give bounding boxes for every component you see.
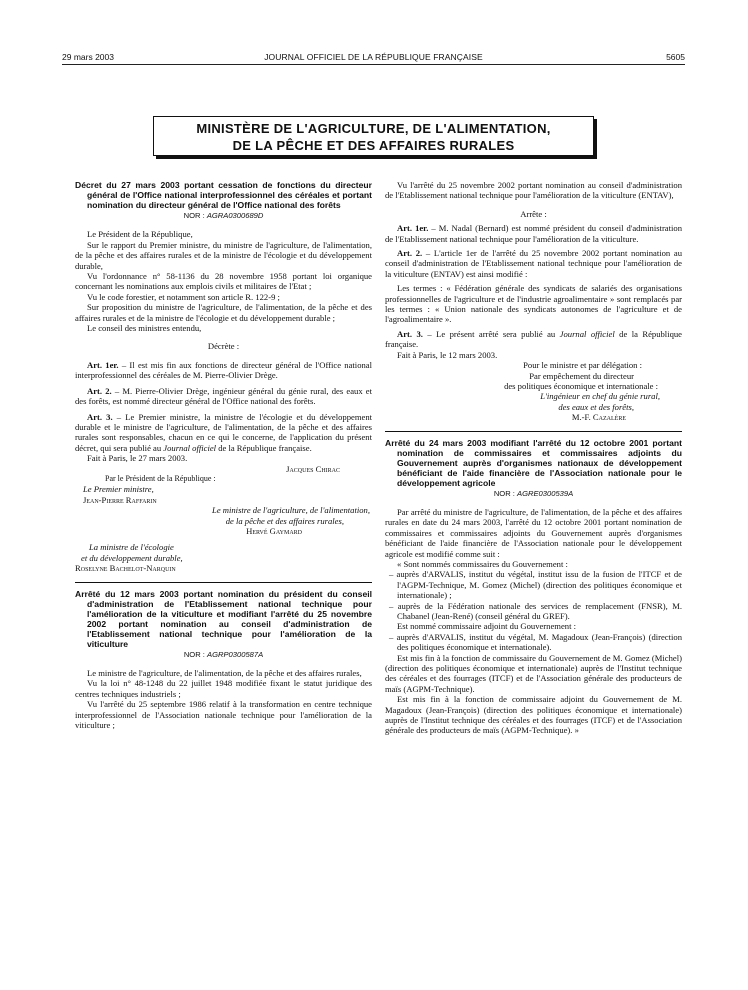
arrete2-fin-1: Est mis fin à la fonction de commissaire du Gouvernement de M. Gomez (Michel) (direction des politiques économique et internationale) auprès de l'Institut technique des céréales et des fourrages (ITCF) et de l'Association générale des producteurs de maïs (AGPM-Technique). xyxy=(385,652,682,694)
arrete1-title: Arrêté du 12 mars 2003 portant nomination du président du conseil d'administration de l'Etablissement national technique pour l'amélioration de la viticulture et modifiant l'arrêté du 25 novembre 2002 portant nomination au conseil d'administration de l'Etablissement national technique pour l'amélioration de la viticulture xyxy=(75,588,372,649)
arrete1-para-0: Le ministre de l'agriculture, de l'alimentation, de la pêche et des affaires rurales, xyxy=(87,668,362,678)
arrete1-nor-code: AGRP0300587A xyxy=(207,649,264,659)
arrete2-nor: NOR : AGRE0300539A xyxy=(493,488,574,498)
decret-para-0: Le Président de la République, xyxy=(87,229,193,240)
arrete1-fait: Fait à Paris, le 12 mars 2003. xyxy=(397,349,498,360)
header-rule xyxy=(62,64,685,65)
arrete2-item-1: – auprès d'ARVALIS, institut du végétal, institut issu de la fusion de l'ITCF et de l'AGPM-Technique, M. Gomez (Michel) (direction des politiques économique et internationale) ; xyxy=(389,569,682,601)
arrete2-fin-2: Est mis fin à la fonction de commissaire adjoint du Gouvernement de M. Magadoux (Jean-François) (direction des politiques économique et internationale) auprès de l'Institut technique des céréales et des fourrages (ITCF) et de l'Association générale des producteurs de maïs (AGPM-Technique). » xyxy=(385,694,682,736)
decret-min-agri-name: Hervé Gaymard xyxy=(246,525,302,536)
left-column xyxy=(75,180,372,730)
ministry-heading-line-1: MINISTÈRE DE L'AGRICULTURE, DE L'ALIMENTATION, xyxy=(196,121,551,136)
arrete2-intro: Par arrêté du ministre de l'agriculture, de l'alimentation, de la pêche et des affaires rurales en date du 24 mars 2003, l'arrêté du 12 octobre 2001 portant nomination de commissaires et commissaires adjoints du Gouvernement auprès d'organismes bénéficiant de l'aide financière de l'Association nationale pour le développement agricole est modifié comme suit : xyxy=(385,506,682,559)
decret-article-2: Art. 2. – M. Pierre-Olivier Drège, ingénieur général du génie rural, des eaux et des forêts, est nommé directeur général de l'Office national des forêts. xyxy=(75,385,373,407)
decret-signatory: Jacques Chirac xyxy=(286,463,340,474)
decret-nor: NOR : AGRA0300689D xyxy=(183,211,264,220)
right-column xyxy=(385,180,682,736)
arrete1-nor: NOR : AGRP0300587A xyxy=(183,649,264,659)
ministry-heading-line-2: DE LA PÊCHE ET DES AFFAIRES RURALES xyxy=(232,138,515,153)
page-number: 5605 xyxy=(666,52,685,62)
decret-para-1: Sur le rapport du Premier ministre, du ministre de l'agriculture, de l'alimentation, de la pêche et des affaires rurales et de la ministre de l'écologie et du développement durable, xyxy=(75,239,372,271)
section-separator-2 xyxy=(385,431,682,432)
decret-pm-title: Le Premier ministre, xyxy=(83,484,154,495)
decret-para-4: Sur proposition du ministre de l'agriculture, de l'alimentation, de la pêche et des affaires rurales et de la ministre de l'écologie et du développement durable ; xyxy=(75,302,372,323)
decret-pm-name: Jean-Pierre Raffarin xyxy=(83,494,157,505)
arrete2-item-2: – auprès de la Fédération nationale des services de remplacement (FNSR), M. Chabanel (Jean-René) (conseil général du GREF). xyxy=(389,600,682,621)
arrete1-article-1: Art. 1er. – M. Nadal (Bernard) est nommé président du conseil d'administration de l'Etablissement national technique pour l'amélioration de la viticulture. xyxy=(385,223,682,244)
arrete1-sig-5: des eaux et des forêts, xyxy=(558,401,634,412)
ministry-heading-box xyxy=(153,116,594,156)
decret-fait: Fait à Paris, le 27 mars 2003. xyxy=(87,453,188,464)
journal-name: JOURNAL OFFICIEL DE LA RÉPUBLIQUE FRANÇAISE xyxy=(264,52,483,62)
arrete2-title: Arrêté du 24 mars 2003 modifiant l'arrêté du 12 octobre 2001 portant nomination de commissaires et commissaires adjoints du Gouvernement auprès d'organismes nationaux de développement bénéficiant de l'aide financière de l'Association nationale pour le développement agricole xyxy=(385,437,682,488)
arrete1-sig-3: des politiques économique et internationale : xyxy=(504,380,658,391)
arrete1-sig-1: Pour le ministre et par délégation : xyxy=(523,360,642,371)
decret-para-2: Vu l'ordonnance n° 58-1136 du 28 novembre 1958 portant loi organique concernant les nominations aux emplois civils et militaires de l'Etat ; xyxy=(75,271,372,292)
issue-date: 29 mars 2003 xyxy=(62,52,114,62)
decret-para-5: Le conseil des ministres entendu, xyxy=(87,323,202,334)
decret-article-3: Art. 3. – Le Premier ministre, la ministre de l'écologie et du développement durable et le ministre de l'agriculture, de l'alimentation, de la pêche et des affaires rurales sont responsables, chacun en ce qui le concerne, de l'application du présent décret, qui sera publié au Journal officiel de la République française. xyxy=(75,411,373,453)
decret-min-agri-title-1: Le ministre de l'agriculture, de l'alimentation, xyxy=(212,505,370,516)
arrete1-termes: Les termes : « Fédération générale des syndicats de salariés des organisations professionnelles de l'agriculture et de l'industrie agroalimentaire » sont remplacés par les termes : « Union nationale des syndicats autonomes de l'agriculture et de l'agroalimentaire ». xyxy=(385,283,682,325)
decret-min-eco-name: Roselyne Bachelot-Narquin xyxy=(75,563,176,574)
arrete1-para-1: Vu la loi n° 48-1248 du 22 juillet 1948 modifiée fixant le statut juridique des centres techniques industriels ; xyxy=(75,678,372,699)
decret-para-3: Vu le code forestier, et notamment son article R. 122-9 ; xyxy=(87,291,280,302)
decret-article-1: Art. 1er. – Il est mis fin aux fonctions de directeur général de l'Office national interprofessionnel des céréales de M. Pierre-Olivier Drège. xyxy=(75,359,372,381)
arrete2-item-3: – auprès d'ARVALIS, institut du végétal, M. Magadoux (Jean-François) (direction des politiques économique et internationale). xyxy=(389,631,682,653)
decret-title: Décret du 27 mars 2003 portant cessation de fonctions du directeur général de l'Office national interprofessionnel des céréales et portant nomination du directeur général de l'Office national des forêts xyxy=(75,180,372,210)
decret-min-eco-title-1: La ministre de l'écologie xyxy=(89,542,174,553)
arrete2-est-nomme: Est nommé commissaire adjoint du Gouvernement : xyxy=(397,621,577,632)
decret-min-agri-title-2: de la pêche et des affaires rurales, xyxy=(225,515,344,526)
decret-nor-code: AGRA0300689D xyxy=(206,211,264,220)
arrete2-nor-code: AGRE0300539A xyxy=(517,488,574,498)
arrete1-article-3: Art. 3. – Le présent arrêté sera publié au Journal officiel de la République française. xyxy=(385,328,682,350)
section-separator-1 xyxy=(75,582,372,583)
arrete1-sig-4: L'ingénieur en chef du génie rural, xyxy=(540,391,660,402)
running-head xyxy=(62,52,685,64)
arrete1-article-2: Art. 2. – L'article 1er de l'arrêté du 25 novembre 2002 portant nomination au conseil d'administration de l'Etablissement national technique pour l'amélioration de la viticulture (ENTAV) est ainsi modifié : xyxy=(385,248,682,279)
arrete1-arrete: Arrête : xyxy=(520,208,547,219)
decret-decrete: Décrète : xyxy=(207,341,240,352)
arrete2-sont-nommes: « Sont nommés commissaires du Gouvernement : xyxy=(397,558,568,569)
arrete1-para-2: Vu l'arrêté du 25 septembre 1986 relatif à la transformation en centre technique interprofessionnel de l'Association nationale technique pour l'amélioration de la viticulture ; xyxy=(75,699,372,731)
arrete1-sig-6: M.-F. Cazalère xyxy=(571,412,626,423)
arrete1-vu-arrete: Vu l'arrêté du 25 novembre 2002 portant nomination au conseil d'administration de l'Etablissement national technique pour l'amélioration de la viticulture (ENTAV), xyxy=(385,180,682,201)
decret-par-president: Par le Président de la République : xyxy=(105,473,216,483)
arrete1-sig-2: Par empêchement du directeur xyxy=(529,370,634,381)
decret-min-eco-title-2: et du développement durable, xyxy=(81,552,183,563)
